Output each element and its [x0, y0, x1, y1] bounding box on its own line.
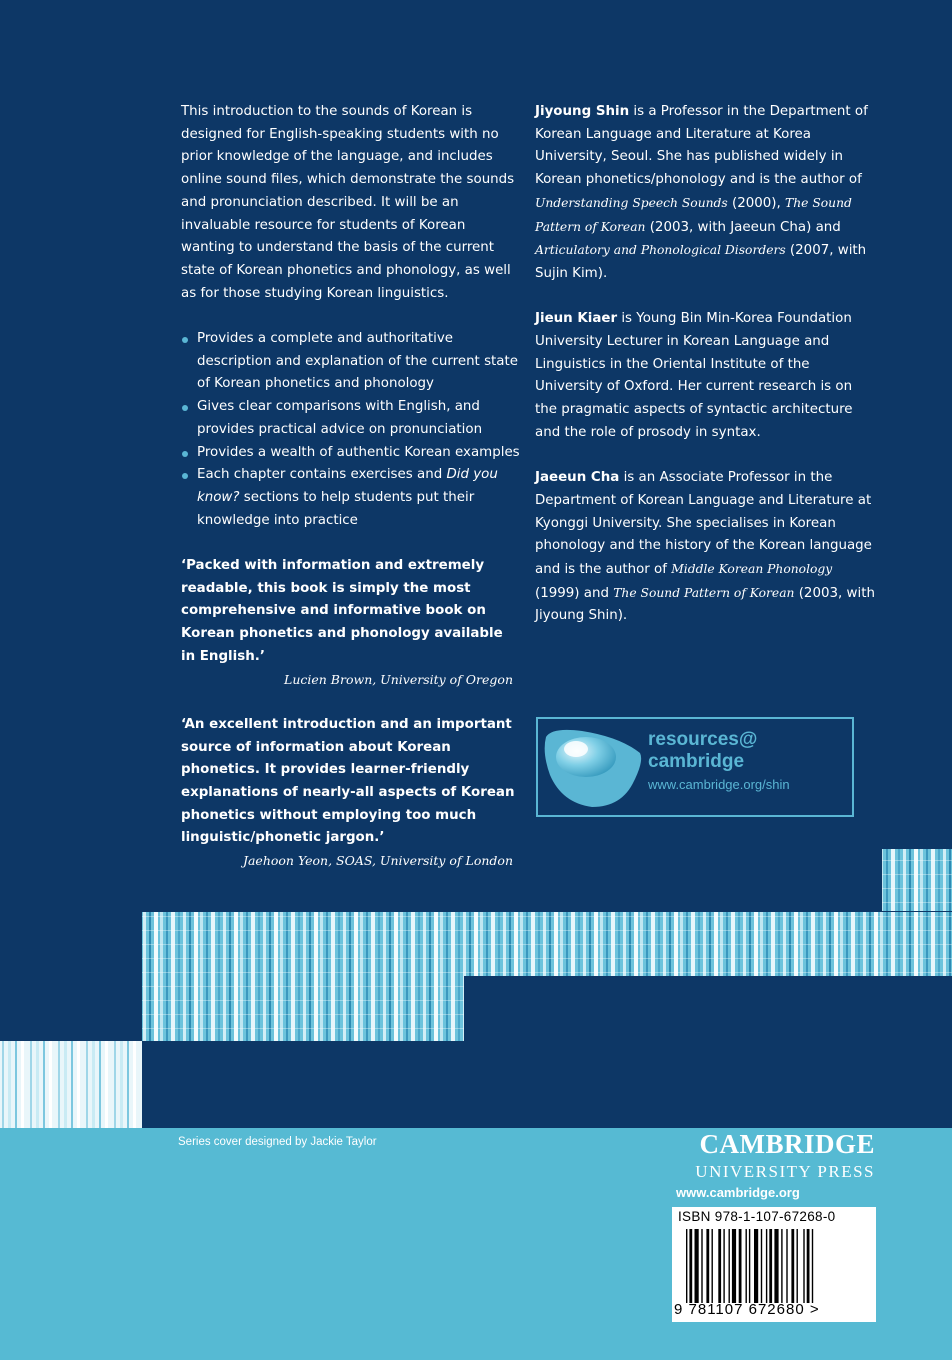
list-item-text: Gives clear comparisons with English, and provides practical advice on pronunciation [197, 399, 483, 437]
barcode-bar [781, 1229, 782, 1303]
bio-text: (2003, with Jiyoung Shin). [535, 585, 875, 624]
bio-text: (2003, with Jaeeun Cha) and [645, 219, 841, 235]
barcode-bar [739, 1229, 742, 1303]
barcode-bar [701, 1229, 702, 1303]
bio-text: is an Associate Professor in the Department of Korean Language and Literature at Kyonggi University. She specialises in Korean phonology and the history of the Korean language and is the author of [535, 470, 872, 578]
barcode-bar [723, 1229, 724, 1303]
barcode-bar [746, 1229, 747, 1303]
barcode-bar [749, 1229, 750, 1303]
bio-text: is a Professor in the Department of Korean Language and Literature at Korea University, Seoul. She has published widely in Korean phonetics/phonology and is the author of [535, 104, 868, 188]
publisher-subtitle: UNIVERSITY PRESS [695, 1162, 875, 1181]
barcode-bar [766, 1229, 767, 1303]
list-item-text: Provides a wealth of authentic Korean examples [197, 444, 520, 460]
review-quote: ‘An excellent introduction and an important source of information about Korean phonetics. It provides learner-friendly explanations of nearly-all aspects of Korean phonetics without employing too much linguistic/phonetic jargon.’ [181, 716, 515, 846]
bio-text: (2000), [727, 195, 786, 211]
bio-text: (2007, with Sujin Kim). [535, 243, 867, 281]
author-name: Jiyoung Shin [535, 104, 630, 119]
author-name: Jaeeun Cha [535, 470, 620, 486]
barcode-bar [774, 1229, 778, 1303]
list-item-text: sections to help students put their knowledge into practice [197, 489, 475, 528]
barcode-bar [797, 1229, 798, 1303]
barcode-bar [718, 1229, 721, 1303]
barcode-bar [732, 1229, 736, 1303]
isbn-number: ISBN 978-1-107-67268-0 [678, 1209, 836, 1224]
barcode-bar [786, 1229, 787, 1303]
barcode-bar [706, 1229, 709, 1303]
intro-paragraph: This introduction to the sounds of Korean is designed for English-speaking students with no prior knowledge of the language, and includes online sound files, which demonstrate the sounds and pronunciation described. It will be an invaluable resource for students of Korean wanting to understand the basis of the current state of Korean phonetics and phonology, as well as for those studying Korean linguistics. [181, 104, 515, 301]
resources-url: www.cambridge.org/shin [648, 777, 790, 792]
book-title: Middle Korean Phonology [671, 562, 833, 577]
book-title: Articulatory and Phonological Disorders [535, 243, 786, 258]
barcode-bar [695, 1229, 699, 1303]
author-name: Jieun Kiaer [535, 311, 618, 327]
list-item-italic: Did you know? [197, 467, 498, 505]
review-attribution: Lucien Brown, University of Oregon [284, 671, 513, 687]
review-attribution: Jaehoon Yeon, SOAS, University of London [242, 853, 513, 869]
barcode-bar [803, 1229, 804, 1303]
bio-text: is Young Bin Min-Korea Foundation University Lecturer in Korean Language and Linguistics in the Oriental Institute of the University of Oxford. Her current research is on the pragmatic aspects of syntactic architecture and the role of prosody in syntax. [535, 311, 853, 440]
bio-text: (1999) and [535, 585, 614, 601]
barcode-digits: 9 781107 672680 > [674, 1301, 820, 1318]
barcode [672, 1207, 876, 1322]
book-title: The Sound Pattern of Korean [613, 585, 795, 600]
barcode-bar [686, 1229, 687, 1303]
barcode-bar [754, 1229, 758, 1303]
publisher-url: www.cambridge.org [676, 1185, 800, 1200]
barcode-bar [689, 1229, 692, 1303]
barcode-bar [761, 1229, 762, 1303]
book-title: Understanding Speech Sounds [535, 195, 728, 210]
list-item-text: Each chapter contains exercises and [197, 467, 447, 483]
barcode-bar [729, 1229, 730, 1303]
resources-title: resources@ [648, 729, 758, 750]
review-quote: ‘Packed with information and extremely readable, this book is simply the most comprehensive and informative book on Korean phonetics and phonology available in English.’ [181, 558, 503, 664]
barcode-bar [807, 1229, 810, 1303]
barcode-bar [712, 1229, 713, 1303]
list-item-text: Provides a complete and authoritative description and explanation of the current state of Korean phonetics and phonology [197, 331, 518, 392]
barcode-bar [791, 1229, 794, 1303]
book-title: The Sound Pattern of Korean [535, 195, 852, 234]
series-cover-credit: Series cover designed by Jackie Taylor [178, 1136, 377, 1148]
barcode-bars [686, 1229, 868, 1303]
barcode-bar [769, 1229, 772, 1303]
publisher-name: CAMBRIDGE [699, 1129, 875, 1159]
barcode-bar [812, 1229, 813, 1303]
resources-title-2: cambridge [648, 751, 745, 772]
